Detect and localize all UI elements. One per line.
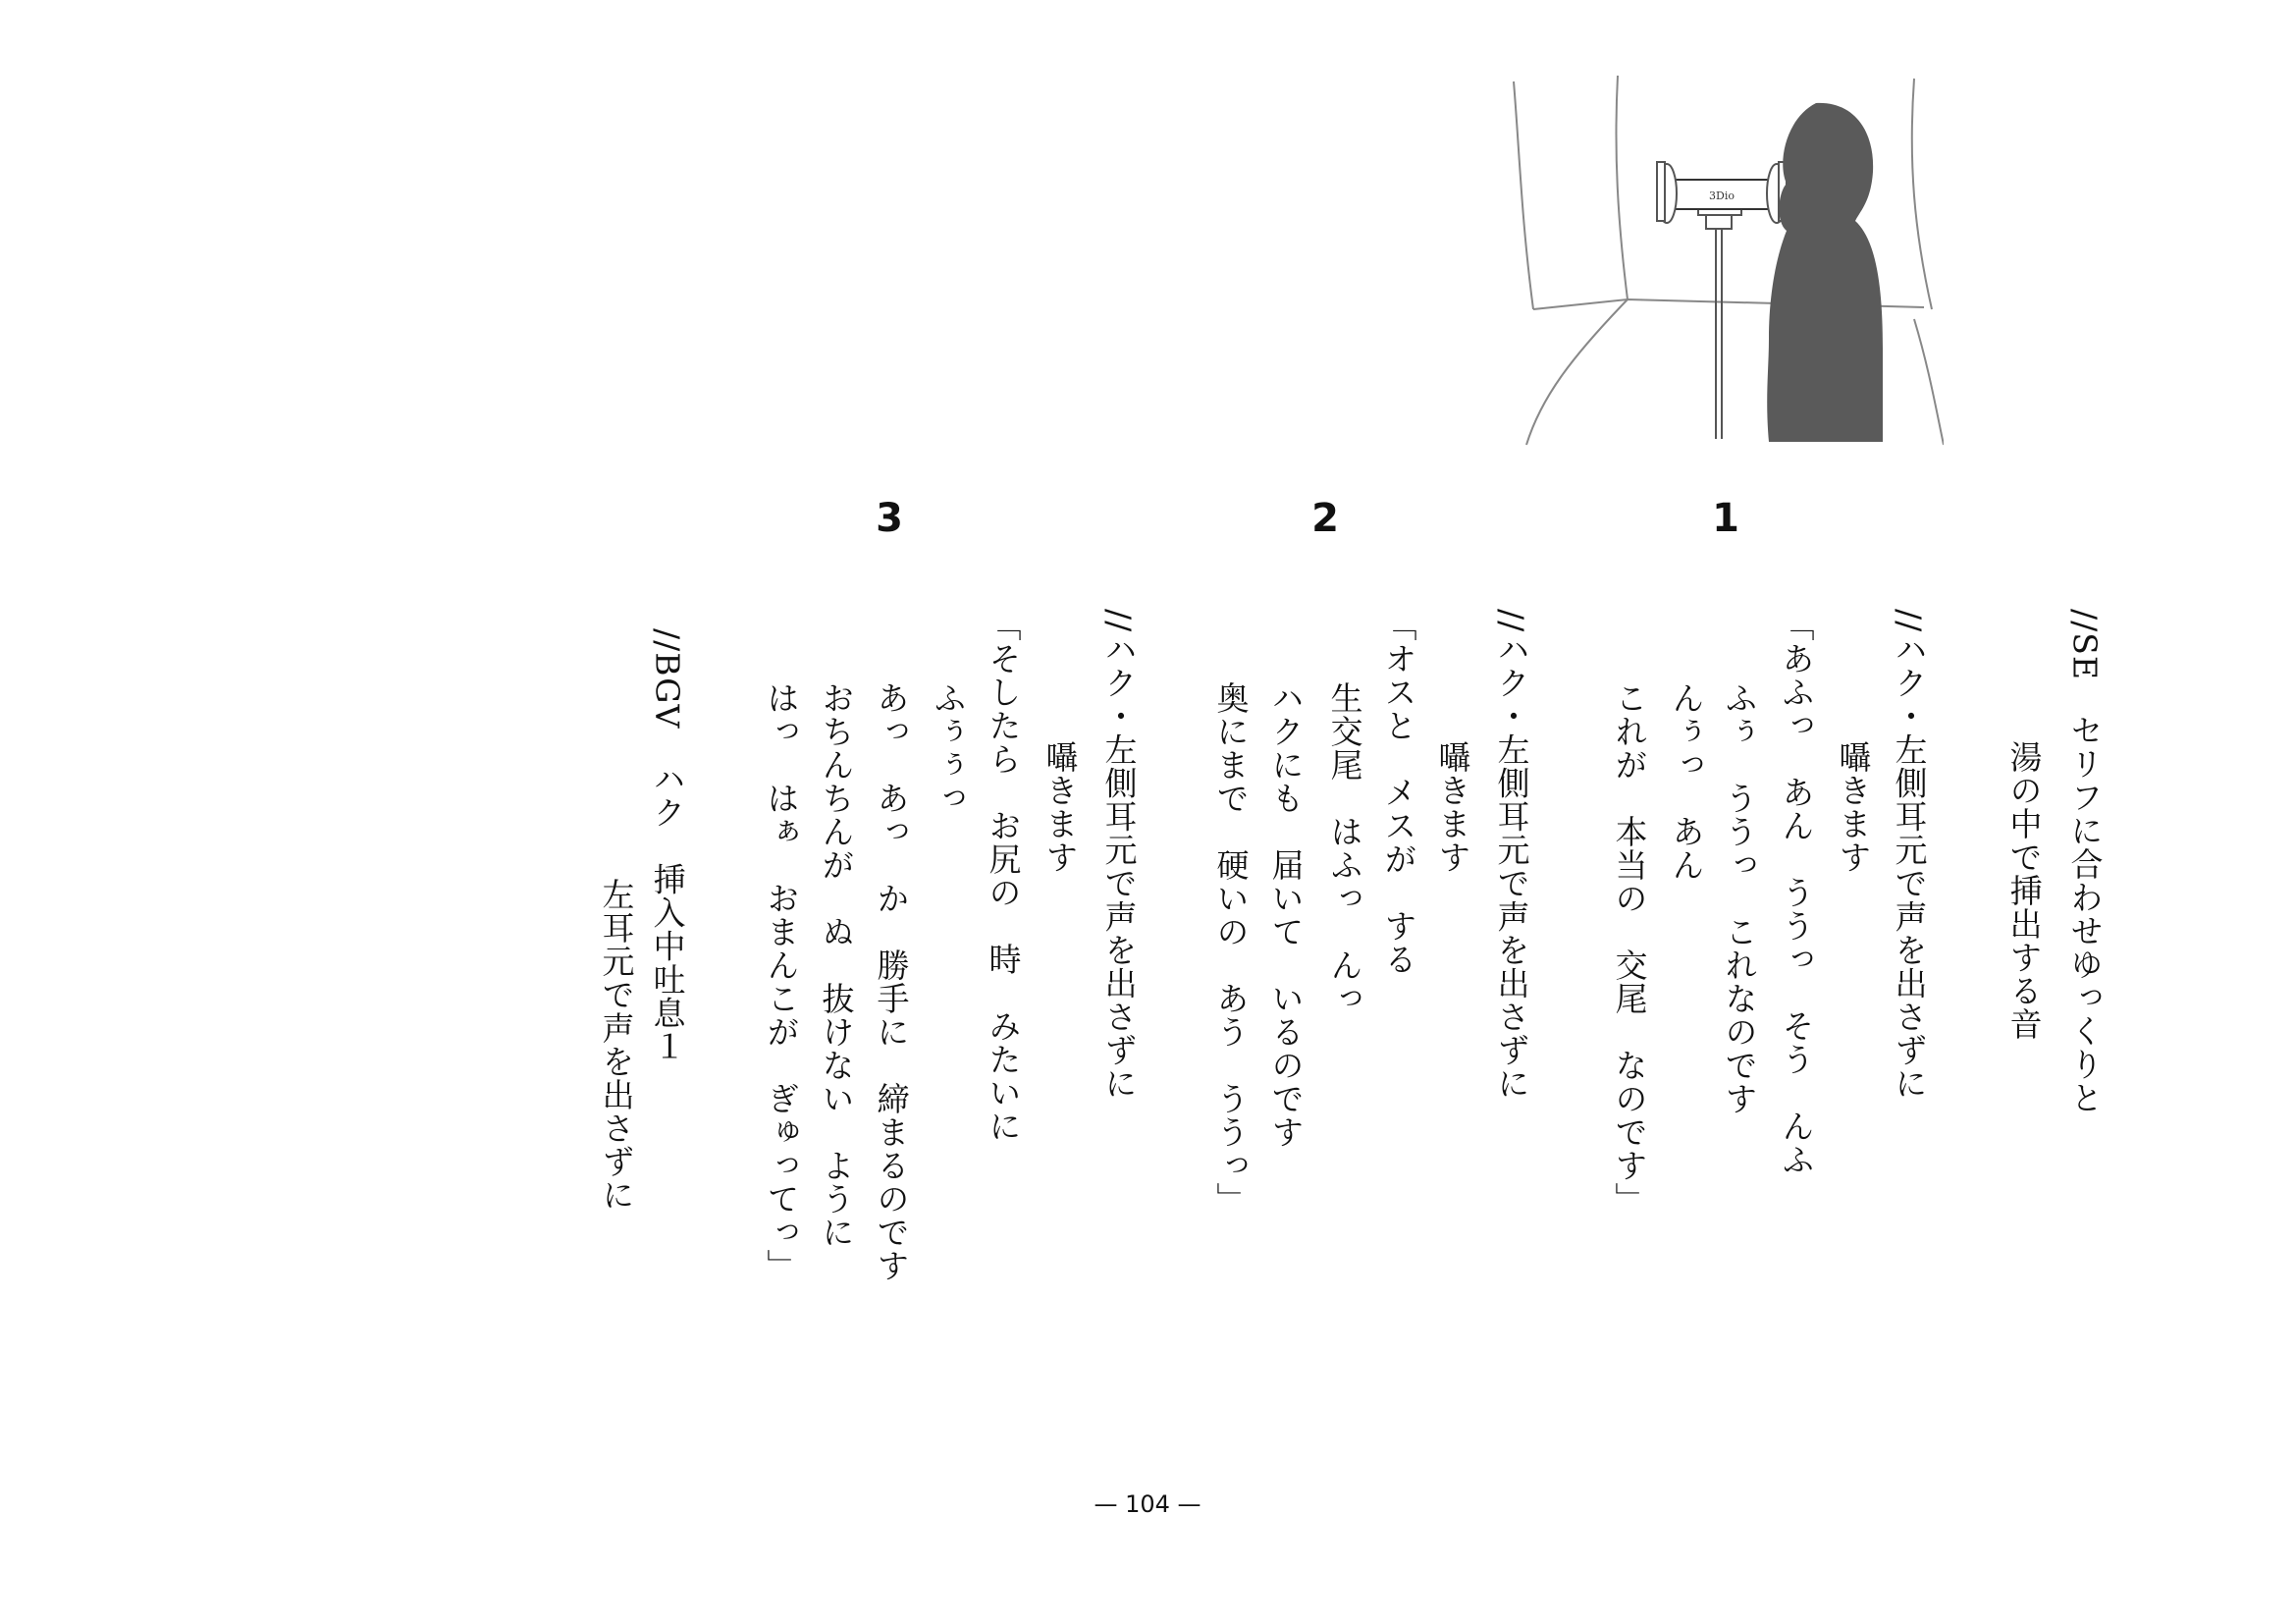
text-column: 囁きます: [1041, 707, 1080, 874]
page-number: — 104 —: [1094, 1490, 1201, 1518]
text-column: 生交尾 はふっ んっ: [1325, 648, 1364, 1015]
text-column: はっ はぁ おまんこが ぎゅってっ」: [762, 648, 801, 1282]
section-number-2: 2: [1311, 496, 1339, 541]
text-column: ハクにも 届いて いるのです: [1266, 648, 1306, 1149]
text-column: //ハク・左側耳元で声を出さずに: [1099, 609, 1139, 1101]
text-column: ふぅ ううっ これなのです: [1720, 648, 1759, 1115]
text-column: 奥にまで 硬いの あう ううっ」: [1211, 648, 1251, 1216]
text-column: //ハク・左側耳元で声を出さずに: [1492, 609, 1531, 1101]
section-number-3: 3: [876, 496, 903, 541]
text-column: あっ あっ か 勝手に 締まるのです: [872, 648, 911, 1282]
text-column: //BGV ハク 挿入中吐息１: [648, 628, 687, 1063]
text-column: おちんちんが ぬ 抜けない ように: [817, 648, 856, 1249]
section-number-1: 1: [1712, 496, 1739, 541]
illustration: [1512, 74, 1944, 447]
text-column: //ハク・左側耳元で声を出さずに: [1890, 609, 1929, 1101]
text-column: 「オスと メスが する: [1379, 609, 1418, 976]
text-column: んぅっ あん: [1667, 648, 1706, 882]
text-column: 囁きます: [1834, 707, 1873, 874]
text-column: 湯の中で挿出する音: [2004, 707, 2044, 1041]
text-column: 囁きます: [1433, 707, 1472, 874]
text-column: ふぅぅっ: [929, 648, 968, 815]
mic-label: 3Dio: [1709, 189, 1735, 202]
text-column: 左耳元で声を出さずに: [597, 844, 636, 1212]
text-column: これが 本当の 交尾 なのです」: [1610, 648, 1649, 1216]
text-column: 「あふっ あん ううっ そう んふ: [1777, 609, 1816, 1176]
text-column: //SE セリフに合わせゆっくりと: [2065, 609, 2105, 1114]
text-column: 「そしたら お尻の 時 みたいに: [984, 609, 1023, 1143]
